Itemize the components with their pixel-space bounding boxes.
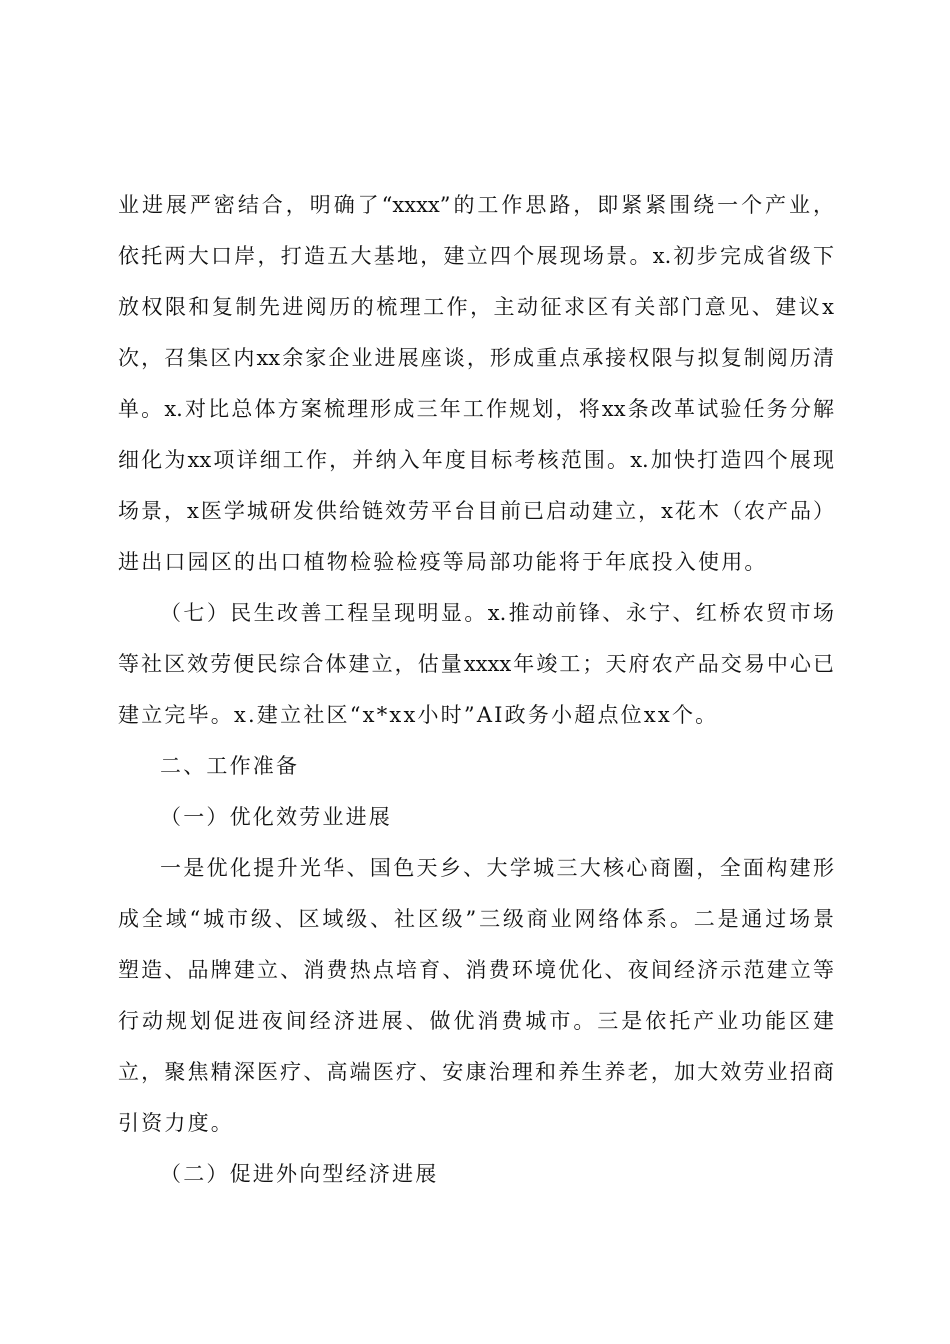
text-line: 依托两大口岸，打造五大基地，建立四个展现场景。x.初步完成省级下 xyxy=(118,244,834,268)
text-line: 进出口园区的出口植物检验检疫等局部功能将于年底投入使用。 xyxy=(118,550,768,574)
text-line: 次，召集区内xx余家企业进展座谈，形成重点承接权限与拟复制阅历清 xyxy=(118,346,834,370)
text-line: 放权限和复制先进阅历的梳理工作，主动征求区有关部门意见、建议x xyxy=(118,295,834,319)
section-heading-two: 二、工作准备 xyxy=(160,754,300,778)
text-line: 业进展严密结合，明确了“xxxx”的工作思路，即紧紧围绕一个产业， xyxy=(118,193,834,217)
section-heading-seven: （七）民生改善工程呈现明显。x.推动前锋、永宁、红桥农贸市场 xyxy=(160,601,834,625)
text-line: 场景，x医学城研发供给链效劳平台目前已启动建立，x花木（农产品） xyxy=(118,499,834,523)
text-line: 细化为xx项详细工作，并纳入年度目标考核范围。x.加快打造四个展现 xyxy=(118,448,834,472)
text-line: 行动规划促进夜间经济进展、做优消费城市。三是依托产业功能区建 xyxy=(118,1009,834,1033)
text-line: 成全域“城市级、区域级、社区级”三级商业网络体系。二是通过场景 xyxy=(118,907,834,931)
text-line: 塑造、品牌建立、消费热点培育、消费环境优化、夜间经济示范建立等 xyxy=(118,958,834,982)
subsection-heading-two: （二）促进外向型经济进展 xyxy=(160,1162,439,1186)
text-line: 建立完毕。x.建立社区“x*xx小时”AI政务小超点位xx个。 xyxy=(118,703,719,727)
text-line: 单。x.对比总体方案梳理形成三年工作规划，将xx条改革试验任务分解 xyxy=(118,397,834,421)
text-line: 一是优化提升光华、国色天乡、大学城三大核心商圈，全面构建形 xyxy=(160,856,834,880)
subsection-heading-one: （一）优化效劳业进展 xyxy=(160,805,392,829)
text-line: 引资力度。 xyxy=(118,1111,234,1135)
text-line: 等社区效劳便民综合体建立，估量xxxx年竣工；天府农产品交易中心已 xyxy=(118,652,834,676)
text-line: 立，聚焦精深医疗、高端医疗、安康治理和养生养老，加大效劳业招商 xyxy=(118,1060,834,1084)
